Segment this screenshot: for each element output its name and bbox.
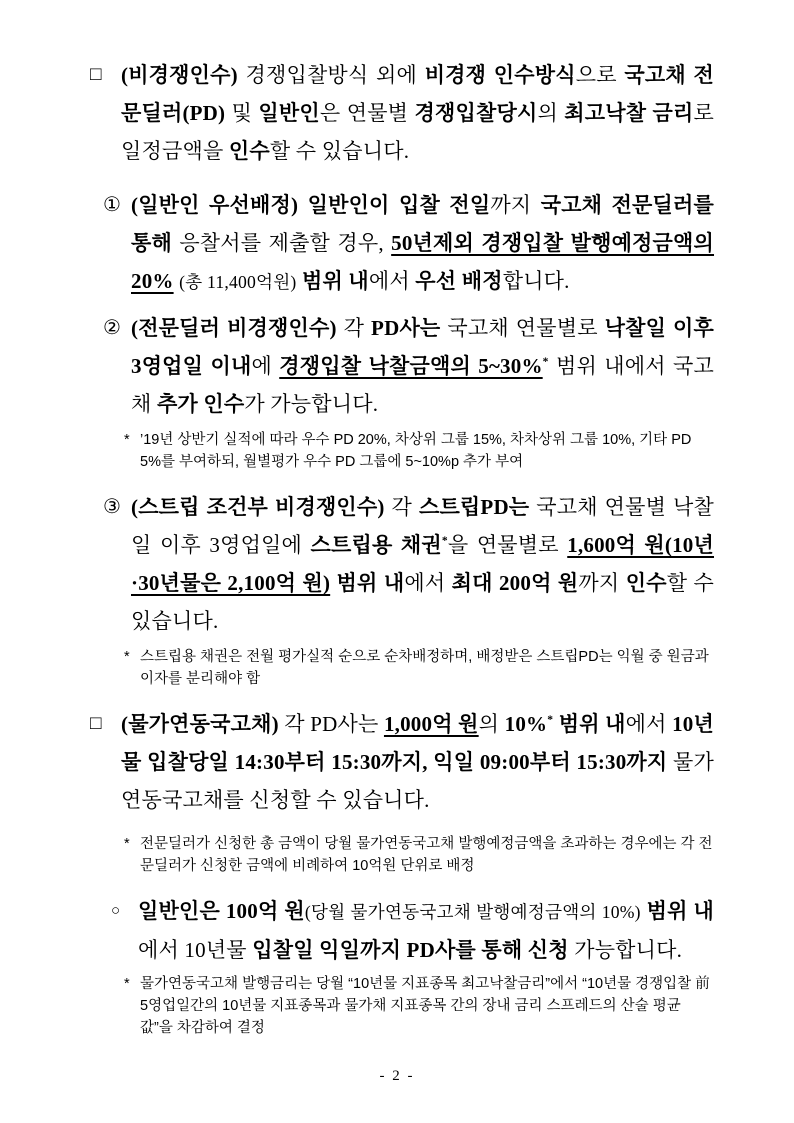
- circled-1-marker: ①: [103, 194, 122, 216]
- asterisk-marker: *: [124, 976, 130, 992]
- paragraph-text: (물가연동국고채) 각 PD사는 1,000억 원의 10%* 범위 내에서 10년물 입찰당일 14:30부터 15:30까지, 익일 09:00부터 15:30까지 물가연동국고채를 신청할 수 있습니다.: [121, 712, 714, 812]
- para-dealer-noncompetitive: [103, 309, 714, 423]
- para-noncompetitive-acquisition: [90, 56, 714, 170]
- square-bullet-icon: □: [90, 64, 102, 85]
- footnote-text: 스트립용 채권은 전월 평가실적 순으로 순차배정하며, 배정받은 스트립PD는 익월 중 원금과 이자를 분리해야 함: [140, 649, 709, 687]
- paragraph-text: 일반인은 100억 원(당월 물가연동국고채 발행예정금액의 10%) 범위 내에서 10년물 입찰일 익일까지 PD사를 통해 신청 가능합니다.: [138, 899, 714, 962]
- footnote-pd-ratio: [124, 429, 714, 473]
- para-public-priority-allocation: [103, 186, 714, 301]
- asterisk-marker: *: [124, 432, 130, 448]
- paragraph-text: (전문딜러 비경쟁인수) 각 PD사는 국고채 연물별로 낙찰일 이후 3영업일 이내에 경쟁입찰 낙찰금액의 5~30%* 범위 내에서 국고채 추가 인수가 가능합니다.: [131, 316, 714, 416]
- footnote-text: 물가연동국고채 발행금리는 당월 “10년물 지표종목 최고낙찰금리”에서 “10년물 경쟁입찰 前 5영업일간의 10년물 지표종목과 물가채 지표종목 간의 장내 금리 스프레드의 산술 평균 값”을 차감하여 결정: [140, 976, 710, 1036]
- para-inflation-linked-bond: [90, 705, 714, 819]
- para-public-inflation-application: [111, 892, 714, 969]
- page-number: - 2 -: [379, 1068, 415, 1084]
- circled-2-marker: ②: [103, 317, 122, 339]
- circled-3-marker: ③: [103, 496, 122, 518]
- paragraph-text: (스트립 조건부 비경쟁인수) 각 스트립PD는 국고채 연물별 낙찰일 이후 3영업일에 스트립용 채권*을 연물별로 1,600억 원(10년·30년물은 2,100억 원) 범위 내에서 최대 200억 원까지 인수할 수 있습니다.: [131, 495, 715, 633]
- circle-bullet-icon: ○: [111, 903, 121, 919]
- footnote-strip-allocation: [124, 646, 714, 690]
- footnote-rate-determination: [124, 973, 714, 1039]
- paragraph-text: (비경쟁인수) 경쟁입찰방식 외에 비경쟁 인수방식으로 국고채 전문딜러(PD) 및 일반인은 연물별 경쟁입찰당시의 최고낙찰 금리로 일정금액을 인수할 수 있습니다.: [121, 63, 715, 163]
- asterisk-marker: *: [124, 836, 130, 852]
- square-bullet-icon: □: [90, 713, 102, 734]
- asterisk-marker: *: [124, 649, 130, 665]
- footnote-text: 전문딜러가 신청한 총 금액이 당월 물가연동국고채 발행예정금액을 초과하는 경우에는 각 전문딜러가 신청한 금액에 비례하여 10억원 단위로 배정: [140, 836, 713, 874]
- para-strip-conditional: [103, 488, 714, 640]
- footnote-proration-rule: [124, 833, 714, 877]
- paragraph-text: (일반인 우선배정) 일반인이 입찰 전일까지 국고채 전문딜러를 통해 응찰서를 제출할 경우, 50년제외 경쟁입찰 발행예정금액의 20% (총 11,400억원) 범위 내에서 우선 배정합니다.: [131, 193, 715, 293]
- footnote-text: ’19년 상반기 실적에 따라 우수 PD 20%, 차상위 그룹 15%, 차차상위 그룹 10%, 기타 PD 5%를 부여하되, 월별평가 우수 PD 그룹에 5~10%p 추가 부여: [140, 432, 692, 470]
